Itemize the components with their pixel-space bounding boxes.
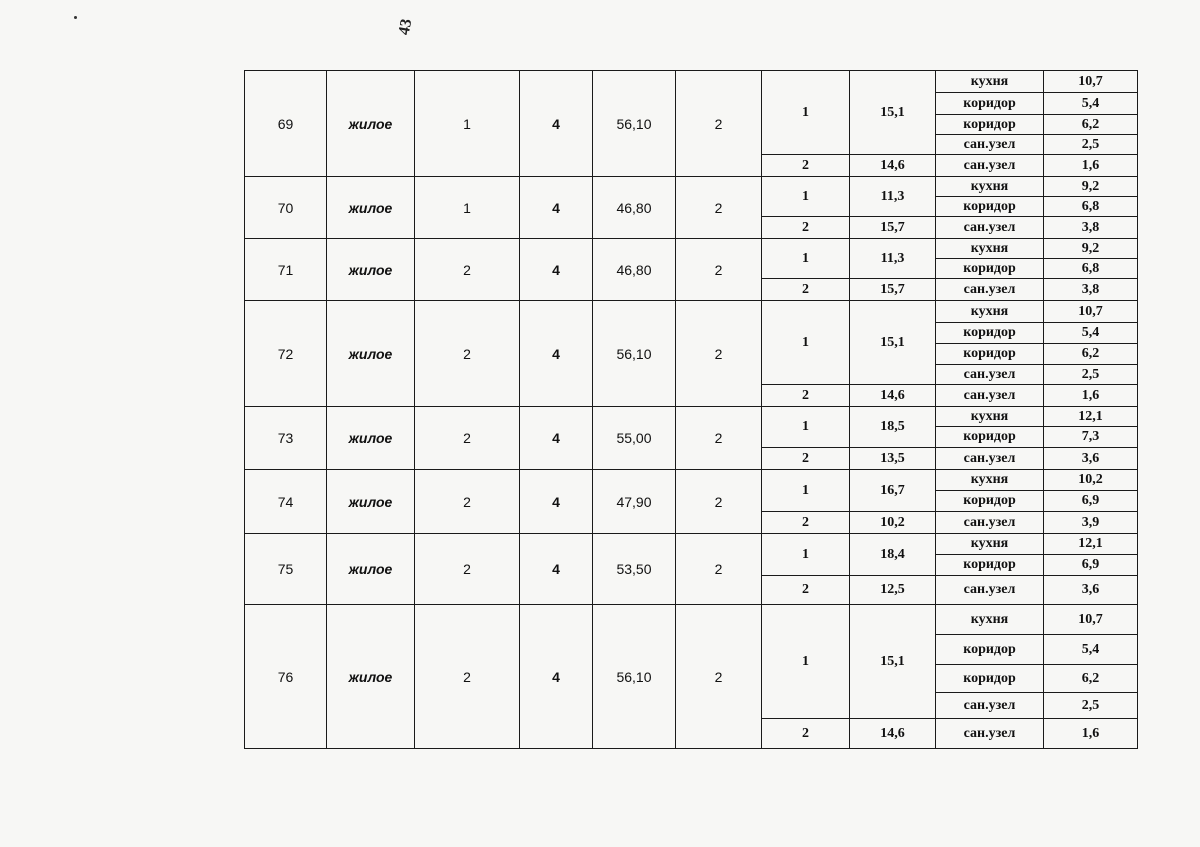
living-room-number: 1 (762, 534, 850, 576)
auxiliary-room-area: 6,9 (1044, 491, 1138, 512)
auxiliary-room-area: 12,1 (1044, 407, 1138, 427)
living-room-number: 2 (762, 448, 850, 470)
auxiliary-room-name: коридор (936, 555, 1044, 576)
auxiliary-room-area: 6,8 (1044, 259, 1138, 279)
auxiliary-room-name: сан.узел (936, 365, 1044, 385)
auxiliary-room-area: 10,7 (1044, 71, 1138, 93)
floor-number: 4 (520, 407, 593, 470)
auxiliary-room-name: коридор (936, 344, 1044, 365)
auxiliary-room-name: коридор (936, 115, 1044, 135)
living-room-area: 16,7 (850, 470, 936, 512)
living-room-number: 2 (762, 576, 850, 605)
living-room-area: 15,1 (850, 301, 936, 385)
auxiliary-room-name: сан.узел (936, 217, 1044, 239)
auxiliary-room-name: сан.узел (936, 279, 1044, 301)
floor-number: 4 (520, 605, 593, 749)
table-row (245, 470, 1138, 491)
auxiliary-room-area: 1,6 (1044, 155, 1138, 177)
total-area: 46,80 (593, 239, 676, 301)
apartment-number: 73 (245, 407, 327, 470)
auxiliary-room-area: 5,4 (1044, 635, 1138, 665)
living-room-area: 10,2 (850, 512, 936, 534)
auxiliary-room-area: 2,5 (1044, 693, 1138, 719)
auxiliary-room-name: сан.узел (936, 135, 1044, 155)
room-count: 2 (676, 605, 762, 749)
auxiliary-room-name: сан.узел (936, 155, 1044, 177)
room-count: 2 (676, 71, 762, 177)
premises-type: жилое (327, 177, 415, 239)
auxiliary-room-area: 6,9 (1044, 555, 1138, 576)
auxiliary-room-area: 6,8 (1044, 197, 1138, 217)
living-room-number: 1 (762, 407, 850, 448)
total-area: 55,00 (593, 407, 676, 470)
entrance-number: 1 (415, 177, 520, 239)
table-row (245, 71, 1138, 93)
total-area: 56,10 (593, 301, 676, 407)
auxiliary-room-name: сан.узел (936, 385, 1044, 407)
table-row (245, 239, 1138, 259)
entrance-number: 2 (415, 605, 520, 749)
auxiliary-room-area: 3,6 (1044, 576, 1138, 605)
total-area: 53,50 (593, 534, 676, 605)
floor-number: 4 (520, 301, 593, 407)
auxiliary-room-name: коридор (936, 427, 1044, 448)
entrance-number: 2 (415, 407, 520, 470)
room-count: 2 (676, 470, 762, 534)
living-room-number: 2 (762, 385, 850, 407)
auxiliary-room-name: кухня (936, 71, 1044, 93)
apartment-number: 74 (245, 470, 327, 534)
auxiliary-room-name: сан.узел (936, 693, 1044, 719)
table-row (245, 534, 1138, 555)
auxiliary-room-name: кухня (936, 177, 1044, 197)
premises-type: жилое (327, 407, 415, 470)
auxiliary-room-area: 3,8 (1044, 217, 1138, 239)
auxiliary-room-name: сан.узел (936, 448, 1044, 470)
auxiliary-room-area: 3,9 (1044, 512, 1138, 534)
auxiliary-room-name: кухня (936, 605, 1044, 635)
auxiliary-room-name: сан.узел (936, 576, 1044, 605)
premises-type: жилое (327, 534, 415, 605)
living-room-area: 11,3 (850, 177, 936, 217)
scan-speck (74, 16, 77, 19)
auxiliary-room-area: 6,2 (1044, 115, 1138, 135)
room-count: 2 (676, 301, 762, 407)
entrance-number: 2 (415, 470, 520, 534)
living-room-area: 15,7 (850, 279, 936, 301)
auxiliary-room-name: коридор (936, 635, 1044, 665)
auxiliary-room-name: коридор (936, 197, 1044, 217)
auxiliary-room-name: кухня (936, 239, 1044, 259)
auxiliary-room-area: 6,2 (1044, 344, 1138, 365)
page-mark: 43 (395, 17, 416, 37)
living-room-area: 15,1 (850, 605, 936, 719)
living-room-number: 2 (762, 279, 850, 301)
entrance-number: 2 (415, 239, 520, 301)
living-room-area: 14,6 (850, 719, 936, 749)
living-room-number: 1 (762, 239, 850, 279)
auxiliary-room-name: кухня (936, 470, 1044, 491)
auxiliary-room-area: 5,4 (1044, 93, 1138, 115)
room-count: 2 (676, 534, 762, 605)
living-room-area: 11,3 (850, 239, 936, 279)
auxiliary-room-area: 1,6 (1044, 719, 1138, 749)
table-row (245, 177, 1138, 197)
floor-number: 4 (520, 470, 593, 534)
apartment-table (244, 70, 1138, 749)
total-area: 56,10 (593, 605, 676, 749)
premises-type: жилое (327, 239, 415, 301)
table-row (245, 407, 1138, 427)
premises-type: жилое (327, 71, 415, 177)
auxiliary-room-name: коридор (936, 93, 1044, 115)
table-row (245, 301, 1138, 323)
living-room-area: 18,4 (850, 534, 936, 576)
premises-type: жилое (327, 605, 415, 749)
floor-number: 4 (520, 177, 593, 239)
auxiliary-room-area: 2,5 (1044, 135, 1138, 155)
living-room-number: 2 (762, 155, 850, 177)
auxiliary-room-area: 3,6 (1044, 448, 1138, 470)
living-room-area: 14,6 (850, 155, 936, 177)
floor-number: 4 (520, 239, 593, 301)
apartment-number: 75 (245, 534, 327, 605)
auxiliary-room-name: кухня (936, 534, 1044, 555)
room-count: 2 (676, 177, 762, 239)
total-area: 56,10 (593, 71, 676, 177)
auxiliary-room-name: сан.узел (936, 512, 1044, 534)
auxiliary-room-name: коридор (936, 323, 1044, 344)
auxiliary-room-name: коридор (936, 259, 1044, 279)
living-room-area: 15,1 (850, 71, 936, 155)
auxiliary-room-area: 10,7 (1044, 301, 1138, 323)
apartment-number: 70 (245, 177, 327, 239)
living-room-area: 15,7 (850, 217, 936, 239)
apartment-number: 76 (245, 605, 327, 749)
auxiliary-room-area: 10,7 (1044, 605, 1138, 635)
auxiliary-room-name: коридор (936, 491, 1044, 512)
apartment-number: 72 (245, 301, 327, 407)
living-room-number: 1 (762, 71, 850, 155)
entrance-number: 2 (415, 534, 520, 605)
room-count: 2 (676, 407, 762, 470)
auxiliary-room-area: 10,2 (1044, 470, 1138, 491)
auxiliary-room-area: 1,6 (1044, 385, 1138, 407)
auxiliary-room-name: коридор (936, 665, 1044, 693)
premises-type: жилое (327, 301, 415, 407)
auxiliary-room-area: 12,1 (1044, 534, 1138, 555)
premises-type: жилое (327, 470, 415, 534)
living-room-number: 2 (762, 512, 850, 534)
living-room-area: 13,5 (850, 448, 936, 470)
floor-number: 4 (520, 534, 593, 605)
apartment-number: 71 (245, 239, 327, 301)
entrance-number: 2 (415, 301, 520, 407)
auxiliary-room-name: кухня (936, 301, 1044, 323)
living-room-number: 1 (762, 301, 850, 385)
living-room-number: 1 (762, 605, 850, 719)
floor-number: 4 (520, 71, 593, 177)
total-area: 46,80 (593, 177, 676, 239)
apartment-number: 69 (245, 71, 327, 177)
table-row (245, 605, 1138, 635)
living-room-area: 12,5 (850, 576, 936, 605)
total-area: 47,90 (593, 470, 676, 534)
room-count: 2 (676, 239, 762, 301)
auxiliary-room-area: 3,8 (1044, 279, 1138, 301)
auxiliary-room-area: 9,2 (1044, 239, 1138, 259)
auxiliary-room-area: 6,2 (1044, 665, 1138, 693)
auxiliary-room-area: 7,3 (1044, 427, 1138, 448)
living-room-area: 14,6 (850, 385, 936, 407)
auxiliary-room-name: сан.узел (936, 719, 1044, 749)
auxiliary-room-area: 9,2 (1044, 177, 1138, 197)
living-room-area: 18,5 (850, 407, 936, 448)
living-room-number: 1 (762, 470, 850, 512)
living-room-number: 1 (762, 177, 850, 217)
living-room-number: 2 (762, 217, 850, 239)
auxiliary-room-area: 2,5 (1044, 365, 1138, 385)
auxiliary-room-name: кухня (936, 407, 1044, 427)
entrance-number: 1 (415, 71, 520, 177)
living-room-number: 2 (762, 719, 850, 749)
auxiliary-room-area: 5,4 (1044, 323, 1138, 344)
